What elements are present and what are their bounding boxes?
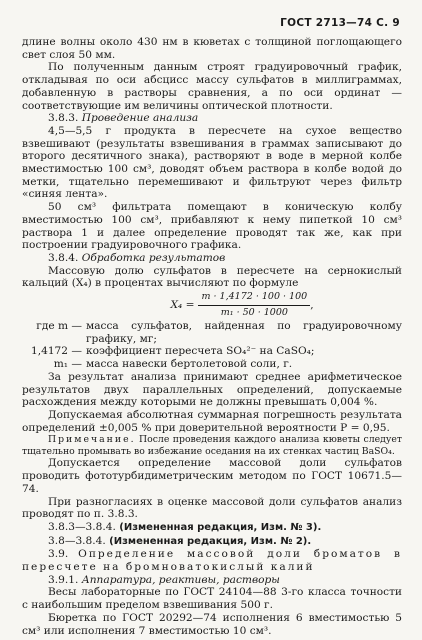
section-number: 3.9. xyxy=(48,548,69,561)
section-title: Проведение анализа xyxy=(81,112,199,125)
paragraph-error: Допускаемая абсолютная суммарная погрешность результата определений ±0,005 % при доверительной вероятности P = 0,95. xyxy=(22,408,402,434)
definition-text: масса навески бертолетовой соли, г. xyxy=(86,358,293,371)
definition-row xyxy=(22,320,402,345)
paragraph-photo-method: Допускается определение массовой доли сульфатов проводить фототурбидиметрическим методом по ГОСТ 10671.5—74. xyxy=(22,457,402,495)
formula-lhs: X₄ = xyxy=(170,298,195,311)
paragraph-burette: Бюретка по ГОСТ 20292—74 исполнения 6 вместимостью 5 см³ или исполнения 7 вместимостью 10 см³. xyxy=(22,611,402,637)
section-3-9-heading xyxy=(22,548,402,573)
paragraph-calibration-graph: По полученным данным строят градуировочный график, откладывая по оси абсцисс массу сульфатов в миллиграммах, добавленную в растворы сравнения, а по оси ординат — соответствующие им величины оптической плотности. xyxy=(22,61,402,112)
change-range: 3.8—3.8.4. xyxy=(48,534,106,547)
section-3-8-3-heading xyxy=(22,112,402,125)
note-text: После проведения каждого анализа кюветы следует тщательно промывать во избежание оседания на их стенках частиц BaSO₄. xyxy=(22,434,402,457)
section-title: Определение массовой доли броматов в пересчете на бромноватокислый калий xyxy=(22,548,402,574)
paragraph-wavelength: длине волны около 430 нм в кюветах с толщиной поглощающего свет слоя 50 мм. xyxy=(22,36,402,61)
variable-definitions xyxy=(22,320,402,371)
formula-denominator: m₁ · 50 · 1000 xyxy=(220,306,288,318)
note xyxy=(22,434,402,457)
definition-symbol: m₁ — xyxy=(53,358,82,371)
definition-symbol: где m — xyxy=(36,320,82,333)
formula-x4 xyxy=(82,291,402,319)
section-number: 3.8.3. xyxy=(48,112,79,125)
paragraph-scales: Весы лабораторные по ГОСТ 24104—88 3-го класса точности с наибольшим пределом взвешивания 500 г. xyxy=(22,586,402,612)
section-3-8-4-heading xyxy=(22,252,402,265)
formula-numerator: m · 1,4172 · 100 · 100 xyxy=(198,291,310,306)
document-body xyxy=(22,36,402,637)
note-label: Примечание. xyxy=(48,434,136,446)
section-number: 3.9.1. xyxy=(48,573,79,586)
change-label: (Измененная редакция, Изм. № 3). xyxy=(119,521,322,533)
definition-symbol: 1,4172 — xyxy=(30,345,82,358)
paragraph-disagreement: При разногласиях в оценке массовой доли сульфатов анализ проводят по п. 3.8.3. xyxy=(22,495,402,521)
definition-row xyxy=(22,358,402,371)
section-3-9-1-heading xyxy=(22,574,402,587)
change-label: (Измененная редакция, Изм. № 2). xyxy=(109,535,312,547)
definition-text: масса сульфатов, найденная по градуировочному графику, мг; xyxy=(86,320,402,345)
section-title: Аппаратура, реактивы, растворы xyxy=(81,573,280,586)
paragraph-result: За результат анализа принимают среднее арифметическое результатов двух параллельных определений, допускаемые расхождения между которыми не должны превышать 0,004 %. xyxy=(22,370,402,409)
paragraph-formula-intro: Массовую долю сульфатов в пересчете на сернокислый кальций (X₄) в процентах вычисляют по формуле xyxy=(22,264,402,290)
section-number: 3.8.4. xyxy=(48,251,79,264)
definition-row xyxy=(22,345,402,358)
formula-fraction xyxy=(198,291,310,319)
section-title: Обработка результатов xyxy=(81,251,226,264)
paragraph-filtrate: 50 см³ фильтрата помещают в коническую колбу вместимостью 100 см³, прибавляют к нему пипеткой 10 см³ раствора 1 и далее определение проводят так же, как при построении градуировочного графика. xyxy=(22,201,402,252)
change-range: 3.8.3—3.8.4. xyxy=(48,520,116,533)
formula-end: , xyxy=(310,298,314,311)
change-note-2 xyxy=(22,535,402,549)
change-note-3 xyxy=(22,521,402,535)
definition-text: коэффициент пересчета SO₄²⁻ на CaSO₄; xyxy=(86,345,315,358)
page-header: ГОСТ 2713—74 С. 9 xyxy=(280,17,400,29)
paragraph-weighing: 4,5—5,5 г продукта в пересчете на сухое вещество взвешивают (результаты взвешивания в граммах записывают до второго десятичного знака), растворяют в воде в мерной колбе вместимостью 100 см³, доводят объем раствора в колбе водой до метки, тщательно перемешивают и фильтруют через фильтр «синяя лента». xyxy=(22,124,402,201)
